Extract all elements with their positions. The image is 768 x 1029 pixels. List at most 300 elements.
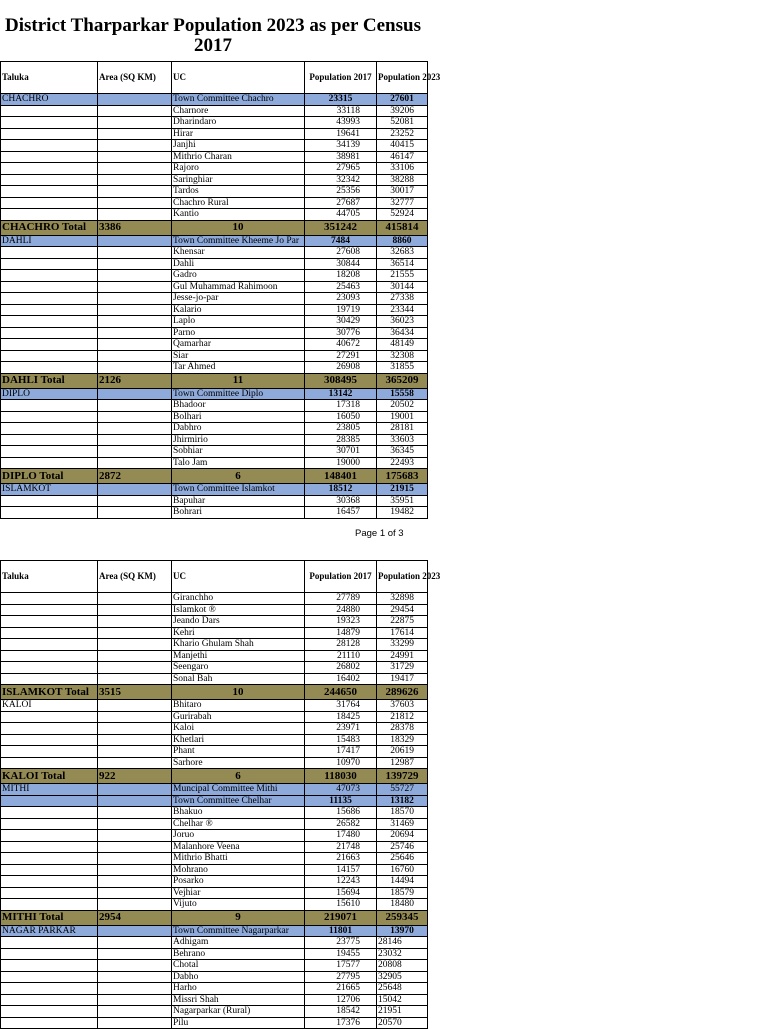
- population-2023-cell: 415814: [377, 220, 428, 235]
- taluka-cell: [1, 673, 98, 685]
- population-2017-cell: 17318: [305, 400, 377, 412]
- taluka-total-label: DAHLI Total: [1, 373, 98, 388]
- uc-row: [1, 983, 428, 995]
- taluka-cell: [1, 174, 98, 186]
- area-cell: [98, 507, 172, 519]
- taluka-cell: [1, 627, 98, 639]
- uc-cell: Talo Jam: [172, 457, 305, 469]
- area-cell: [98, 247, 172, 259]
- area-cell: [98, 105, 172, 117]
- uc-row: [1, 293, 428, 305]
- taluka-total-row: [1, 910, 428, 925]
- area-cell: [98, 140, 172, 152]
- population-2017-cell: 30701: [305, 446, 377, 458]
- population-2017-cell: 17376: [305, 1017, 377, 1029]
- population-2023-cell: 29454: [377, 604, 428, 616]
- taluka-cell: [1, 853, 98, 865]
- area-cell: [98, 423, 172, 435]
- uc-cell: Dabho: [172, 971, 305, 983]
- uc-cell: Bhakuo: [172, 807, 305, 819]
- header-uc: UC: [172, 561, 305, 593]
- taluka-cell: [1, 1006, 98, 1018]
- population-2023-cell: 19417: [377, 673, 428, 685]
- population-2017-cell: 15483: [305, 734, 377, 746]
- uc-row: [1, 899, 428, 911]
- population-2023-cell: 31729: [377, 662, 428, 674]
- uc-row: [1, 593, 428, 605]
- uc-cell: Sonal Bah: [172, 673, 305, 685]
- population-2017-cell: 17417: [305, 746, 377, 758]
- area-cell: [98, 1006, 172, 1018]
- area-cell: [98, 209, 172, 221]
- taluka-cell: [1, 327, 98, 339]
- population-2017-cell: 16457: [305, 507, 377, 519]
- population-2023-cell: 22493: [377, 457, 428, 469]
- population-2017-cell: 118030: [305, 769, 377, 784]
- population-2017-cell: 16050: [305, 411, 377, 423]
- population-2023-cell: 14494: [377, 876, 428, 888]
- population-2023-cell: 52924: [377, 209, 428, 221]
- area-cell: [98, 434, 172, 446]
- area-cell: [98, 411, 172, 423]
- population-2023-cell: 31855: [377, 362, 428, 374]
- uc-row: [1, 757, 428, 769]
- uc-row: [1, 818, 428, 830]
- taluka-cell: [1, 723, 98, 735]
- taluka-total-row: [1, 469, 428, 484]
- uc-count-cell: 10: [172, 685, 305, 700]
- taluka-cell: [1, 270, 98, 282]
- uc-row: [1, 650, 428, 662]
- area-cell: [98, 235, 172, 247]
- taluka-cell: MITHI: [1, 784, 98, 796]
- population-2017-cell: 21663: [305, 853, 377, 865]
- population-2023-cell: 25746: [377, 841, 428, 853]
- population-2023-cell: 18480: [377, 899, 428, 911]
- population-2017-cell: 27789: [305, 593, 377, 605]
- uc-cell: Adhigam: [172, 937, 305, 949]
- taluka-cell: [1, 807, 98, 819]
- uc-row: [1, 853, 428, 865]
- population-2017-cell: 30429: [305, 316, 377, 328]
- population-2023-cell: 21951: [377, 1006, 428, 1018]
- uc-row: [1, 960, 428, 972]
- area-cell: [98, 174, 172, 186]
- taluka-cell: [1, 247, 98, 259]
- population-2017-cell: 30368: [305, 495, 377, 507]
- taluka-cell: NAGAR PARKAR: [1, 925, 98, 937]
- uc-row: [1, 948, 428, 960]
- page-number: Page 1 of 3: [355, 528, 404, 539]
- uc-cell: Bapuhar: [172, 495, 305, 507]
- area-cell: [98, 983, 172, 995]
- population-2023-cell: 175683: [377, 469, 428, 484]
- population-2023-cell: 48149: [377, 339, 428, 351]
- area-cell: [98, 734, 172, 746]
- header-uc: UC: [172, 62, 305, 94]
- uc-row: [1, 457, 428, 469]
- header-taluka: Taluka: [1, 561, 98, 593]
- population-2017-cell: 7484: [305, 235, 377, 247]
- population-2017-cell: 17577: [305, 960, 377, 972]
- population-2023-cell: 46147: [377, 151, 428, 163]
- population-2023-cell: 36514: [377, 258, 428, 270]
- population-2017-cell: 15610: [305, 899, 377, 911]
- taluka-cell: [1, 362, 98, 374]
- uc-row: [1, 994, 428, 1006]
- uc-cell: Muncipal Committee Mithi: [172, 784, 305, 796]
- area-cell: 2954: [98, 910, 172, 925]
- population-2017-cell: 27965: [305, 163, 377, 175]
- taluka-cell: [1, 841, 98, 853]
- taluka-cell: [1, 140, 98, 152]
- population-2017-cell: 12243: [305, 876, 377, 888]
- area-cell: [98, 484, 172, 496]
- population-2017-cell: 15686: [305, 807, 377, 819]
- uc-cell: Qamarhar: [172, 339, 305, 351]
- uc-cell: Jeando Dars: [172, 616, 305, 628]
- area-cell: [98, 258, 172, 270]
- taluka-cell: [1, 434, 98, 446]
- uc-row: [1, 316, 428, 328]
- uc-cell: Islamkot ®: [172, 604, 305, 616]
- taluka-cell: [1, 639, 98, 651]
- uc-row: [1, 864, 428, 876]
- taluka-cell: [1, 1017, 98, 1029]
- area-cell: [98, 457, 172, 469]
- taluka-cell: [1, 994, 98, 1006]
- population-2017-cell: 15694: [305, 887, 377, 899]
- uc-row: [1, 746, 428, 758]
- uc-row: [1, 446, 428, 458]
- taluka-cell: KALOI: [1, 700, 98, 712]
- area-cell: [98, 899, 172, 911]
- uc-row: [1, 937, 428, 949]
- population-2023-cell: 38288: [377, 174, 428, 186]
- population-2017-cell: 21748: [305, 841, 377, 853]
- uc-cell: Bolhari: [172, 411, 305, 423]
- town-committee-row: [1, 484, 428, 496]
- area-cell: [98, 388, 172, 400]
- population-2023-cell: 20619: [377, 746, 428, 758]
- uc-row: [1, 411, 428, 423]
- area-cell: [98, 400, 172, 412]
- population-2023-cell: 28146: [377, 937, 428, 949]
- population-2017-cell: 19641: [305, 128, 377, 140]
- uc-count-cell: 6: [172, 469, 305, 484]
- population-2017-cell: 18425: [305, 711, 377, 723]
- uc-row: [1, 887, 428, 899]
- area-cell: [98, 650, 172, 662]
- population-2023-cell: 32777: [377, 197, 428, 209]
- taluka-total-row: [1, 685, 428, 700]
- population-2023-cell: 55727: [377, 784, 428, 796]
- taluka-total-row: [1, 769, 428, 784]
- population-2017-cell: 30776: [305, 327, 377, 339]
- population-2017-cell: 13142: [305, 388, 377, 400]
- area-cell: [98, 841, 172, 853]
- uc-cell: Bhadoor: [172, 400, 305, 412]
- area-cell: [98, 1017, 172, 1029]
- uc-row: [1, 841, 428, 853]
- population-2023-cell: 35951: [377, 495, 428, 507]
- uc-row: [1, 270, 428, 282]
- uc-row: [1, 734, 428, 746]
- header-taluka: Taluka: [1, 62, 98, 94]
- population-2023-cell: 21555: [377, 270, 428, 282]
- uc-cell: Town Committee Islamkot: [172, 484, 305, 496]
- uc-cell: Kaloi: [172, 723, 305, 735]
- uc-row: [1, 304, 428, 316]
- uc-cell: Khetlari: [172, 734, 305, 746]
- taluka-cell: [1, 316, 98, 328]
- taluka-total-label: ISLAMKOT Total: [1, 685, 98, 700]
- taluka-cell: [1, 350, 98, 362]
- uc-cell: Parno: [172, 327, 305, 339]
- taluka-cell: [1, 593, 98, 605]
- population-2023-cell: 24991: [377, 650, 428, 662]
- uc-cell: Phant: [172, 746, 305, 758]
- town-committee-row: [1, 94, 428, 106]
- population-2023-cell: 32905: [377, 971, 428, 983]
- taluka-cell: [1, 711, 98, 723]
- population-2017-cell: 351242: [305, 220, 377, 235]
- uc-row: [1, 163, 428, 175]
- taluka-cell: [1, 616, 98, 628]
- header-population-2017: Population 2017: [305, 561, 377, 593]
- population-2023-cell: 15558: [377, 388, 428, 400]
- population-2017-cell: 40672: [305, 339, 377, 351]
- area-cell: [98, 593, 172, 605]
- population-2023-cell: 25646: [377, 853, 428, 865]
- population-2017-cell: 33118: [305, 105, 377, 117]
- uc-row: [1, 423, 428, 435]
- area-cell: [98, 807, 172, 819]
- taluka-total-label: CHACHRO Total: [1, 220, 98, 235]
- uc-cell: Kalario: [172, 304, 305, 316]
- population-2023-cell: 27338: [377, 293, 428, 305]
- page-title: District Tharparkar Population 2023 as per Census 2017: [5, 15, 421, 56]
- area-cell: [98, 723, 172, 735]
- taluka-cell: [1, 757, 98, 769]
- header-area: Area (SQ KM): [98, 62, 172, 94]
- population-2017-cell: 14157: [305, 864, 377, 876]
- taluka-total-label: DIPLO Total: [1, 469, 98, 484]
- uc-row: [1, 350, 428, 362]
- area-cell: [98, 151, 172, 163]
- taluka-cell: [1, 423, 98, 435]
- population-2023-cell: 18329: [377, 734, 428, 746]
- uc-cell: Khario Ghulam Shah: [172, 639, 305, 651]
- area-cell: [98, 327, 172, 339]
- uc-row: [1, 1006, 428, 1018]
- taluka-cell: DAHLI: [1, 235, 98, 247]
- uc-cell: Malanhore Veena: [172, 841, 305, 853]
- uc-count-cell: 11: [172, 373, 305, 388]
- uc-row: [1, 604, 428, 616]
- taluka-cell: [1, 117, 98, 129]
- taluka-cell: [1, 186, 98, 198]
- population-2017-cell: 23971: [305, 723, 377, 735]
- uc-cell: Siar: [172, 350, 305, 362]
- taluka-cell: [1, 281, 98, 293]
- uc-cell: Sarhore: [172, 757, 305, 769]
- taluka-cell: DIPLO: [1, 388, 98, 400]
- taluka-cell: [1, 495, 98, 507]
- area-cell: [98, 163, 172, 175]
- population-2017-cell: 23093: [305, 293, 377, 305]
- uc-row: [1, 434, 428, 446]
- population-2023-cell: 23252: [377, 128, 428, 140]
- town-committee-row: [1, 925, 428, 937]
- uc-row: [1, 128, 428, 140]
- header-population-2017: Population 2017: [305, 62, 377, 94]
- uc-row: [1, 876, 428, 888]
- uc-row: [1, 400, 428, 412]
- uc-row: [1, 140, 428, 152]
- taluka-total-label: MITHI Total: [1, 910, 98, 925]
- population-2017-cell: 23315: [305, 94, 377, 106]
- uc-cell: Jhirmirio: [172, 434, 305, 446]
- population-2023-cell: 20694: [377, 830, 428, 842]
- uc-row: [1, 711, 428, 723]
- population-2023-cell: 28378: [377, 723, 428, 735]
- population-2017-cell: 25463: [305, 281, 377, 293]
- uc-cell: Manjethi: [172, 650, 305, 662]
- uc-cell: Seengaro: [172, 662, 305, 674]
- uc-row: [1, 197, 428, 209]
- population-2017-cell: 14879: [305, 627, 377, 639]
- uc-cell: Jesse-jo-par: [172, 293, 305, 305]
- town-committee-row: [1, 795, 428, 807]
- taluka-cell: [1, 899, 98, 911]
- uc-cell: Laplo: [172, 316, 305, 328]
- population-2023-cell: 23032: [377, 948, 428, 960]
- taluka-cell: [1, 304, 98, 316]
- population-table-page-1: [0, 61, 441, 519]
- area-cell: 2126: [98, 373, 172, 388]
- uc-cell: Gurirabah: [172, 711, 305, 723]
- population-2017-cell: 27687: [305, 197, 377, 209]
- uc-row: [1, 830, 428, 842]
- area-cell: [98, 639, 172, 651]
- uc-row: [1, 117, 428, 129]
- area-cell: [98, 746, 172, 758]
- uc-cell: Janjhi: [172, 140, 305, 152]
- population-2017-cell: 21665: [305, 983, 377, 995]
- population-2017-cell: 18208: [305, 270, 377, 282]
- population-2017-cell: 19000: [305, 457, 377, 469]
- area-cell: [98, 662, 172, 674]
- uc-row: [1, 723, 428, 735]
- uc-cell: Kantio: [172, 209, 305, 221]
- area-cell: [98, 937, 172, 949]
- taluka-cell: [1, 293, 98, 305]
- uc-row: [1, 700, 428, 712]
- population-2023-cell: 19001: [377, 411, 428, 423]
- area-cell: 3386: [98, 220, 172, 235]
- uc-row: [1, 639, 428, 651]
- area-cell: [98, 960, 172, 972]
- population-2023-cell: 52081: [377, 117, 428, 129]
- header-population-2023: Population 2023: [377, 62, 428, 94]
- uc-cell: Chachro Rural: [172, 197, 305, 209]
- population-2017-cell: 18512: [305, 484, 377, 496]
- taluka-cell: [1, 795, 98, 807]
- uc-row: [1, 281, 428, 293]
- population-2017-cell: 27608: [305, 247, 377, 259]
- area-cell: [98, 864, 172, 876]
- area-cell: [98, 117, 172, 129]
- taluka-cell: [1, 983, 98, 995]
- population-2017-cell: 10970: [305, 757, 377, 769]
- uc-cell: Pilu: [172, 1017, 305, 1029]
- population-2023-cell: 28181: [377, 423, 428, 435]
- uc-cell: Mithrio Charan: [172, 151, 305, 163]
- taluka-cell: [1, 128, 98, 140]
- area-cell: [98, 853, 172, 865]
- population-2017-cell: 219071: [305, 910, 377, 925]
- taluka-cell: [1, 960, 98, 972]
- uc-cell: Tar Ahmed: [172, 362, 305, 374]
- population-2023-cell: 33299: [377, 639, 428, 651]
- uc-count-cell: 6: [172, 769, 305, 784]
- uc-cell: Mohrano: [172, 864, 305, 876]
- area-cell: [98, 757, 172, 769]
- population-2017-cell: 31764: [305, 700, 377, 712]
- area-cell: [98, 830, 172, 842]
- population-2023-cell: 259345: [377, 910, 428, 925]
- taluka-cell: ISLAMKOT: [1, 484, 98, 496]
- uc-cell: Bhitaro: [172, 700, 305, 712]
- population-2023-cell: 22875: [377, 616, 428, 628]
- population-2023-cell: 40415: [377, 140, 428, 152]
- uc-cell: Town Committee Kheeme Jo Par: [172, 235, 305, 247]
- population-2017-cell: 12706: [305, 994, 377, 1006]
- town-committee-row: [1, 235, 428, 247]
- uc-row: [1, 807, 428, 819]
- taluka-total-row: [1, 220, 428, 235]
- area-cell: [98, 197, 172, 209]
- taluka-cell: [1, 457, 98, 469]
- area-cell: [98, 495, 172, 507]
- taluka-cell: [1, 864, 98, 876]
- uc-cell: Town Committee Diplo: [172, 388, 305, 400]
- population-table-page-2: [0, 560, 441, 1029]
- area-cell: [98, 876, 172, 888]
- header-population-2023: Population 2023: [377, 561, 428, 593]
- population-2017-cell: 38981: [305, 151, 377, 163]
- uc-row: [1, 673, 428, 685]
- population-2017-cell: 23775: [305, 937, 377, 949]
- uc-cell: Town Committee Chelhar: [172, 795, 305, 807]
- area-cell: [98, 316, 172, 328]
- uc-cell: Dahli: [172, 258, 305, 270]
- uc-row: [1, 495, 428, 507]
- area-cell: [98, 94, 172, 106]
- population-2017-cell: 30844: [305, 258, 377, 270]
- uc-cell: Khensar: [172, 247, 305, 259]
- area-cell: [98, 784, 172, 796]
- population-2017-cell: 16402: [305, 673, 377, 685]
- uc-cell: Charnore: [172, 105, 305, 117]
- uc-cell: Joruo: [172, 830, 305, 842]
- population-2023-cell: 32898: [377, 593, 428, 605]
- uc-row: [1, 327, 428, 339]
- population-2017-cell: 26908: [305, 362, 377, 374]
- population-2023-cell: 25648: [377, 983, 428, 995]
- population-2017-cell: 28128: [305, 639, 377, 651]
